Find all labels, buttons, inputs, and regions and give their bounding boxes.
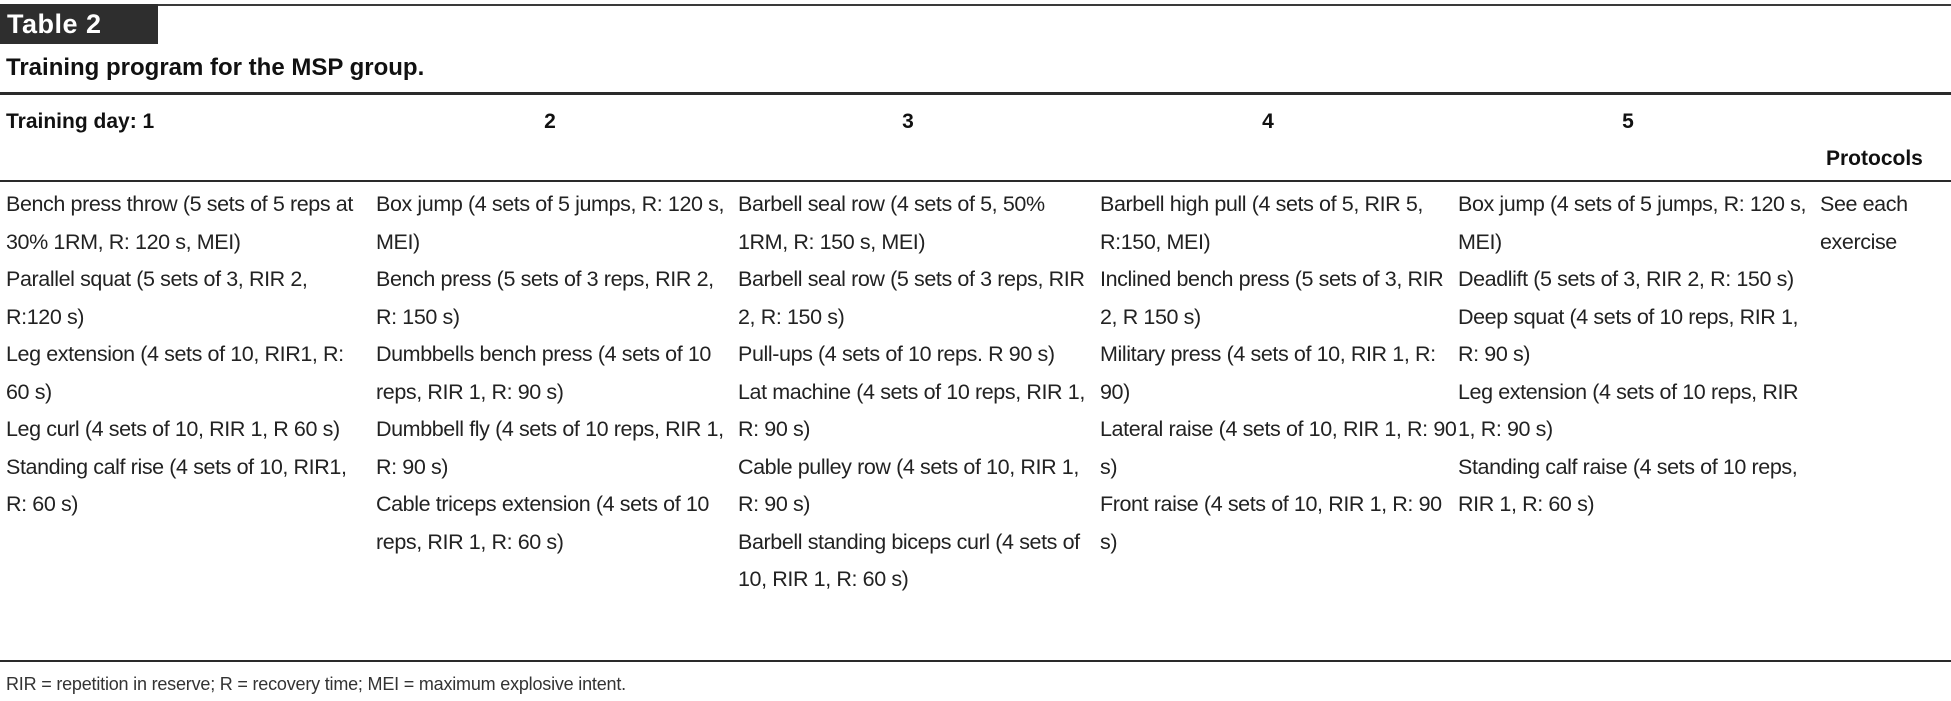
exercise-item: Standing calf rise (4 sets of 10, RIR1, R: 60 s) [6, 454, 347, 516]
exercise-item: Barbell high pull (4 sets of 5, RIR 5, R:150, MEI) [1100, 192, 1423, 254]
exercise-item: Barbell standing biceps curl (4 sets of 10, RIR 1, R: 60 s) [738, 529, 1080, 591]
exercise-item: Deadlift (5 sets of 3, RIR 2, R: 150 s) [1458, 267, 1794, 291]
header-day-3: 3 [902, 110, 914, 133]
exercise-item: Cable pulley row (4 sets of 10, RIR 1, R: 90 s) [738, 454, 1079, 516]
exercise-item: Bench press throw (5 sets of 5 reps at 30% 1RM, R: 120 s, MEI) [6, 192, 353, 254]
header-top-rule [0, 92, 1951, 95]
exercise-item: Bench press (5 sets of 3 reps, RIR 2, R: 150 s) [376, 267, 714, 329]
table-label: Table 2 [0, 4, 158, 44]
exercise-item: Dumbbell fly (4 sets of 10 reps, RIR 1, R: 90 s) [376, 417, 724, 479]
header-bottom-rule [0, 180, 1951, 182]
column-protocols [1820, 186, 1950, 261]
exercise-item: Deep squat (4 sets of 10 reps, RIR 1, R: 90 s) [1458, 304, 1799, 366]
header-day-1: Training day: 1 [6, 110, 155, 133]
exercise-item: Leg extension (4 sets of 10, RIR1, R: 60 s) [6, 342, 344, 404]
table-footnote: RIR = repetition in reserve; R = recovery time; MEI = maximum explosive intent. [6, 674, 626, 694]
column-day-5 [1458, 186, 1818, 524]
exercise-item: Leg curl (4 sets of 10, RIR 1, R 60 s) [6, 417, 340, 441]
exercise-item: Front raise (4 sets of 10, RIR 1, R: 90 s) [1100, 492, 1442, 554]
column-day-3 [738, 186, 1098, 599]
header-day-4: 4 [1262, 110, 1274, 133]
column-day-2 [376, 186, 736, 561]
exercise-item: Leg extension (4 sets of 10 reps, RIR 1, R: 90 s) [1458, 379, 1799, 441]
exercise-item: Lat machine (4 sets of 10 reps, RIR 1, R: 90 s) [738, 379, 1085, 441]
exercise-item: Cable triceps extension (4 sets of 10 reps, RIR 1, R: 60 s) [376, 492, 709, 554]
exercise-item: Box jump (4 sets of 5 jumps, R: 120 s, MEI) [376, 192, 725, 254]
header-day-2: 2 [544, 110, 556, 133]
exercise-item: Pull-ups (4 sets of 10 reps. R 90 s) [738, 342, 1055, 366]
exercise-item: Military press (4 sets of 10, RIR 1, R: 90) [1100, 342, 1436, 404]
protocol-item: See each exercise [1820, 192, 1908, 254]
exercise-item: Inclined bench press (5 sets of 3, RIR 2, R 150 s) [1100, 267, 1444, 329]
exercise-item: Parallel squat (5 sets of 3, RIR 2, R:120 s) [6, 267, 308, 329]
table-bottom-rule [0, 660, 1951, 662]
column-day-4 [1100, 186, 1460, 561]
exercise-item: Lateral raise (4 sets of 10, RIR 1, R: 90 s) [1100, 417, 1457, 479]
table-caption: Training program for the MSP group. [6, 54, 425, 81]
exercise-item: Box jump (4 sets of 5 jumps, R: 120 s, MEI) [1458, 192, 1807, 254]
exercise-item: Barbell seal row (5 sets of 3 reps, RIR 2, R: 150 s) [738, 267, 1085, 329]
column-day-1 [6, 186, 366, 524]
exercise-item: Barbell seal row (4 sets of 5, 50% 1RM, R: 150 s, MEI) [738, 192, 1045, 254]
header-day-5: 5 [1622, 110, 1634, 133]
exercise-item: Standing calf raise (4 sets of 10 reps, RIR 1, R: 60 s) [1458, 454, 1798, 516]
exercise-item: Dumbbells bench press (4 sets of 10 reps, RIR 1, R: 90 s) [376, 342, 711, 404]
header-protocols: Protocols [1826, 147, 1923, 170]
top-rule [0, 4, 1951, 6]
